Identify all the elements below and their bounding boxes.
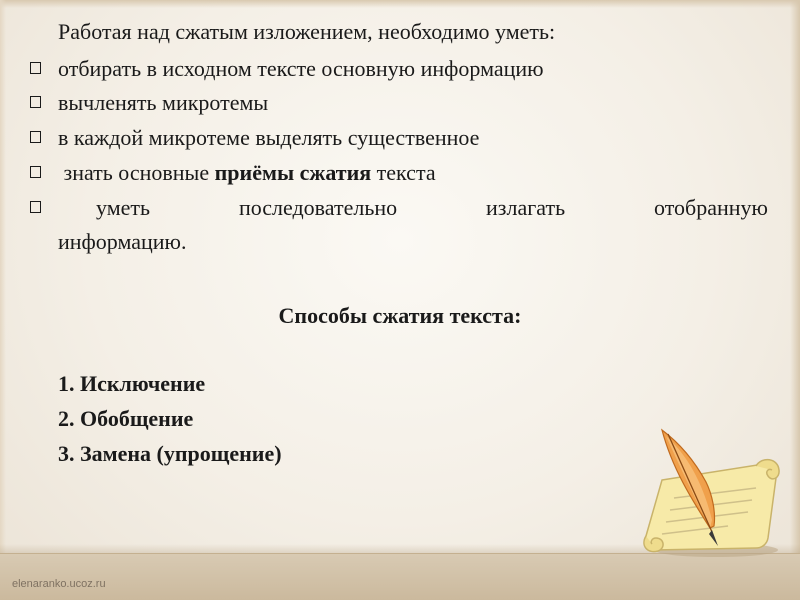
frame-top <box>0 0 800 8</box>
bullet-item <box>30 157 768 189</box>
method-item: 3. Замена (упрощение) <box>58 441 282 466</box>
method-item: 2. Обобщение <box>58 406 194 431</box>
check-square-icon <box>30 96 41 108</box>
intro-text: Работая над сжатым изложением, необходимо уметь: <box>58 19 556 44</box>
justified-line <box>96 192 768 224</box>
bullet-text: в каждой микротеме выделять существенное <box>58 125 480 150</box>
bullet-text-prefix: знать основные <box>58 160 215 185</box>
bullet-text-suffix: текста <box>371 160 436 185</box>
methods-heading: Способы сжатия текста: <box>278 303 522 328</box>
floor-strip <box>0 553 800 600</box>
check-square-icon <box>30 131 41 143</box>
bullet-text: отбирать в исходном тексте основную информацию <box>58 56 544 81</box>
watermark: elenaranko.ucoz.ru <box>12 578 106 590</box>
bullet-continuation: информацию. <box>58 229 187 254</box>
quill-and-scroll-icon <box>632 420 788 560</box>
bullet-text <box>58 157 436 189</box>
bullet-item <box>30 122 768 154</box>
check-square-icon <box>30 62 41 74</box>
bullet-item <box>30 87 768 119</box>
check-square-icon <box>30 201 41 213</box>
justified-word: отобранную <box>654 195 768 220</box>
justified-word: уметь <box>96 195 151 220</box>
justified-word: излагать <box>486 195 566 220</box>
bullet-item <box>30 53 768 85</box>
check-square-icon <box>30 166 41 178</box>
bullet-text: вычленять микротемы <box>58 90 269 115</box>
justified-word: последовательно <box>238 195 398 220</box>
method-item: 1. Исключение <box>58 371 206 396</box>
bullet-text-bold: приёмы сжатия <box>214 160 372 185</box>
